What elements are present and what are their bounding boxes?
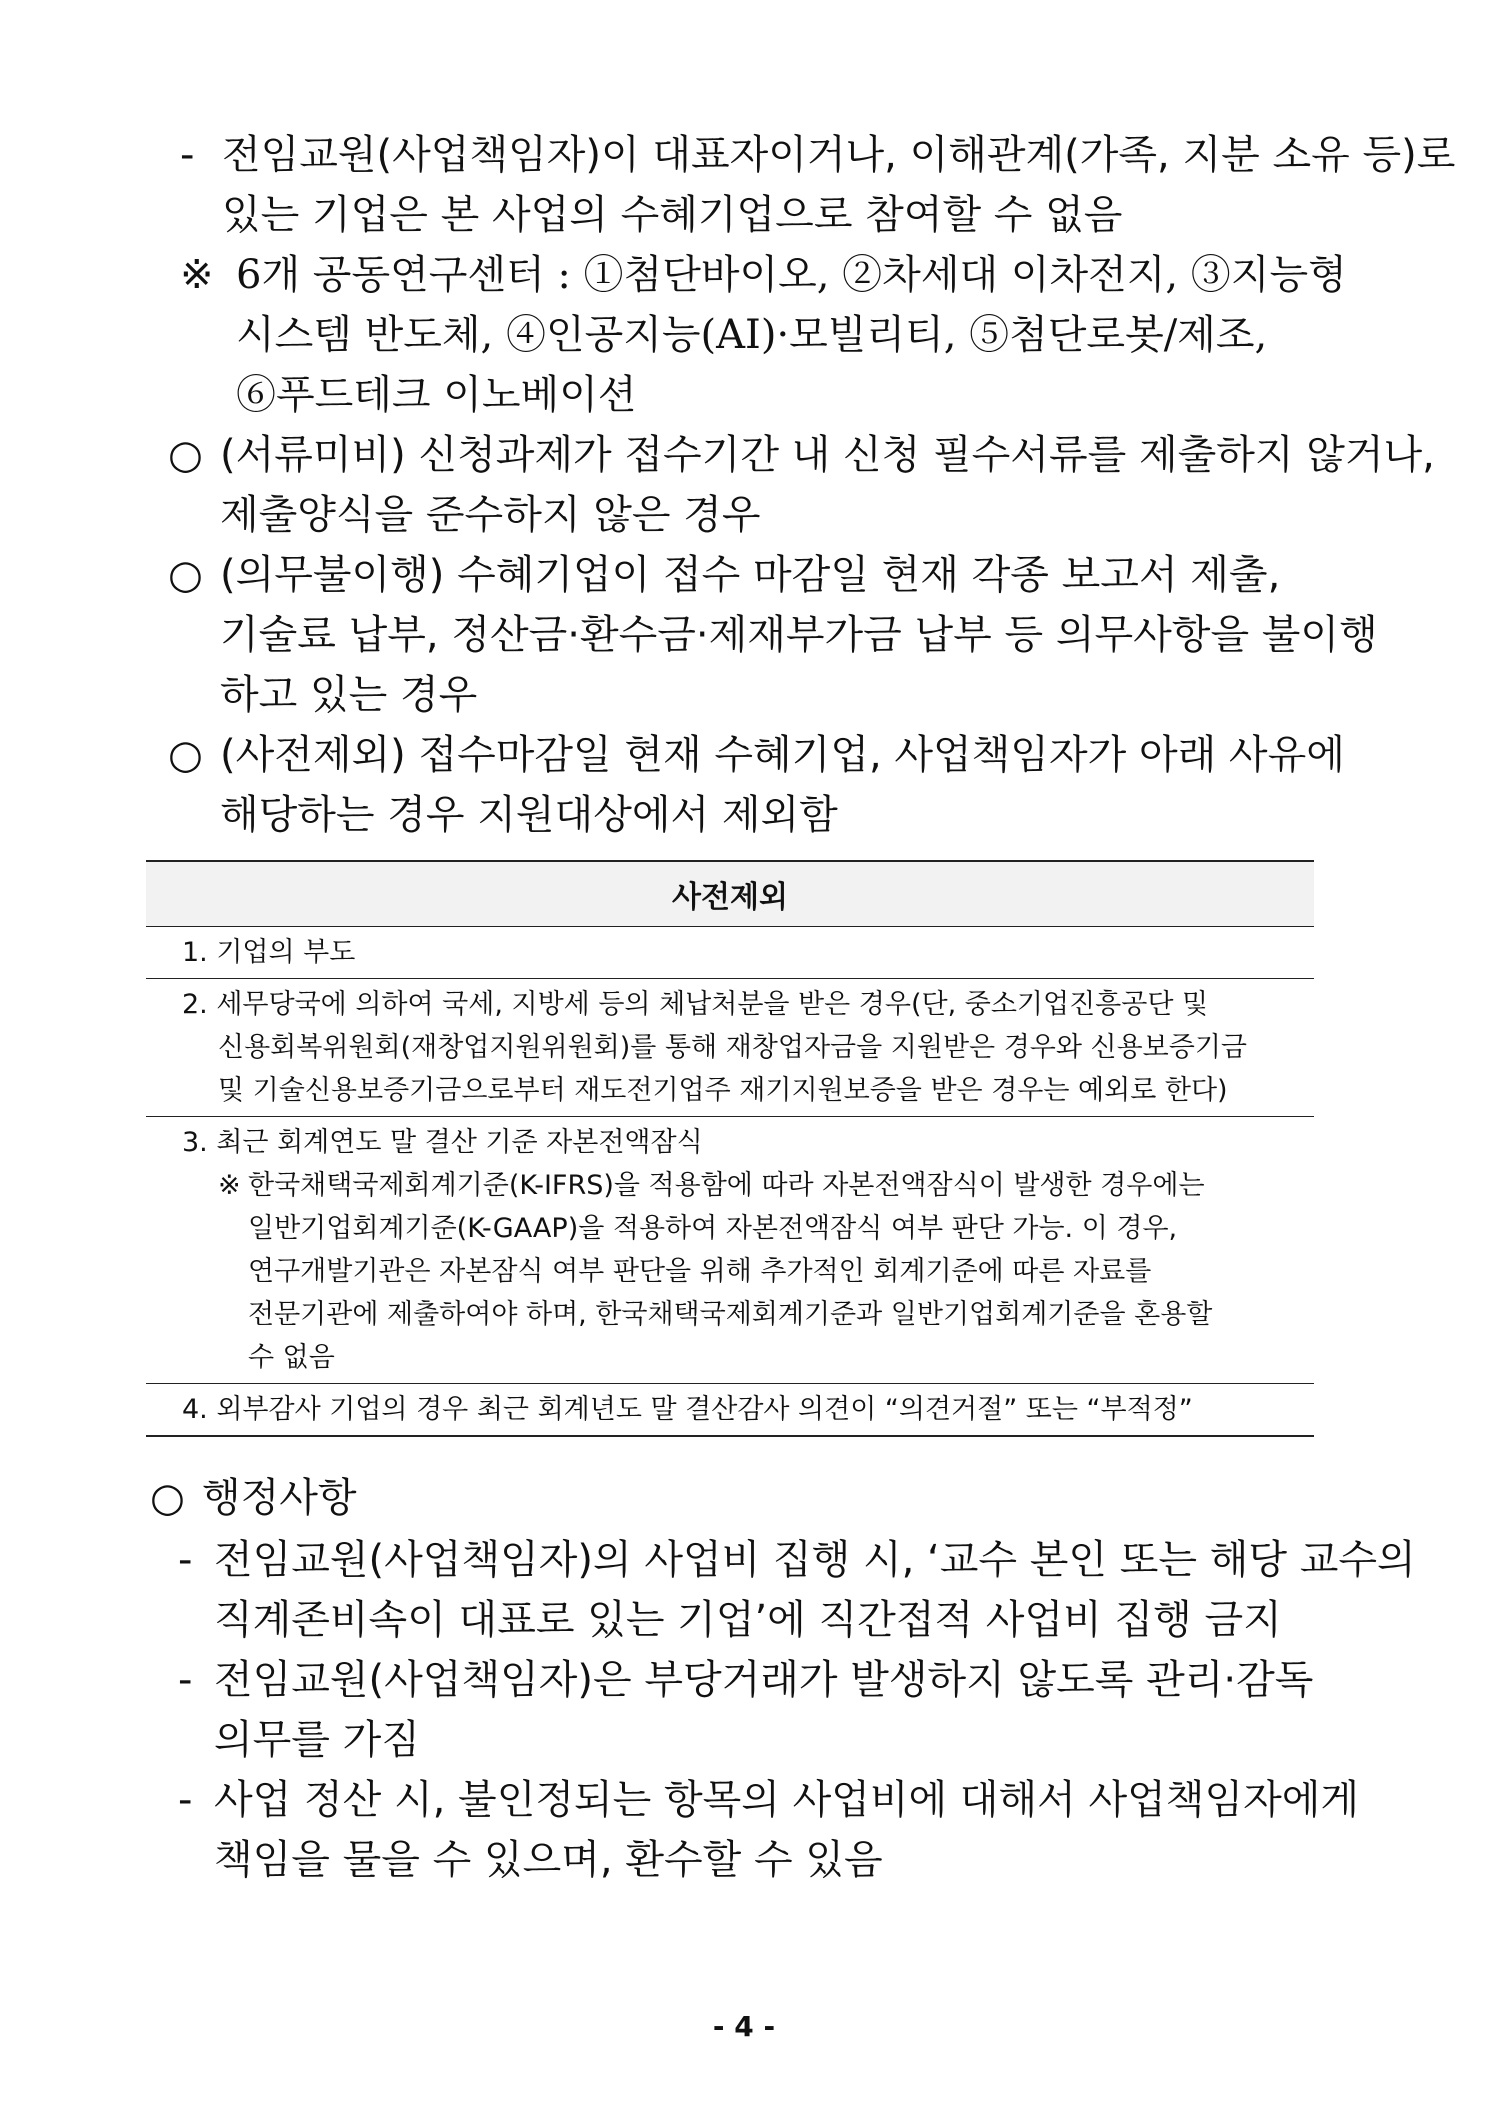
text-line: 6개 공동연구센터 : ①첨단바이오, ②차세대 이차전지, ③지능형: [236, 252, 1347, 298]
text-line: 해당하는 경우 지원대상에서 제외함: [220, 792, 838, 838]
admin-item: [178, 1770, 1363, 1890]
text-line: 전임교원(사업책임자)의 사업비 집행 시, ‘교수 본인 또는 해당 교수의: [214, 1537, 1416, 1583]
row-text: 3. 최근 회계연도 말 결산 기준 자본전액잠식: [182, 1127, 703, 1158]
circle-marker: ○: [168, 552, 203, 598]
dash-marker: -: [180, 132, 195, 178]
row-text: 및 기술신용보증기금으로부터 재도전기업주 재기지원보증을 받은 경우는 예외로 한다): [218, 1075, 1228, 1106]
note-line: 연구개발기관은 자본잠식 여부 판단을 위해 추가적인 회계기준에 따른 자료를: [248, 1256, 1152, 1287]
text-line: 기술료 납부, 정산금·환수금·제재부가금 납부 등 의무사항을 불이행: [220, 612, 1378, 658]
row-text: 신용회복위원회(재창업지원위원회)를 통해 재창업자금을 지원받은 경우와 신용보증기금: [218, 1032, 1248, 1063]
note-line: 일반기업회계기준(K-GAAP)을 적용하여 자본전액잠식 여부 판단 가능. 이 경우,: [248, 1213, 1178, 1244]
admin-section-heading: [150, 1468, 1350, 1528]
note-line: 전문기관에 제출하여야 하며, 한국채택국제회계기준과 일반기업회계기준을 혼용할: [248, 1299, 1213, 1330]
text-line: 시스템 반도체, ④인공지능(AI)·모빌리티, ⑤첨단로봇/제조,: [236, 312, 1268, 358]
note-line: 한국채택국제회계기준(K-IFRS)을 적용함에 따라 자본전액잠식이 발생한 경우에는: [248, 1170, 1205, 1201]
text-line: 제출양식을 준수하지 않은 경우: [220, 492, 761, 538]
dash-marker: -: [178, 1537, 193, 1583]
table-row: [146, 1384, 1314, 1437]
reference-mark: ※: [218, 1170, 241, 1201]
note-item: [180, 245, 1360, 425]
text-line: 의무를 가짐: [214, 1717, 420, 1763]
text-line: (서류미비) 신청과제가 접수기간 내 신청 필수서류를 제출하지 않거나,: [220, 432, 1435, 478]
circle-item: [168, 425, 1435, 545]
dash-marker: -: [178, 1657, 193, 1703]
text-line: 사업 정산 시, 불인정되는 항목의 사업비에 대해서 사업책임자에게: [214, 1777, 1359, 1823]
circle-marker: ○: [168, 432, 203, 478]
row-text: 4. 외부감사 기업의 경우 최근 회계년도 말 결산감사 의견이 “의견거절” 또는 “부적정”: [182, 1394, 1193, 1425]
note-line: 수 없음: [248, 1342, 335, 1373]
bullet-item: [180, 125, 1456, 245]
exclusion-table: [146, 860, 1314, 1437]
text-line: 있는 기업은 본 사업의 수혜기업으로 참여할 수 없음: [222, 192, 1123, 238]
table-header: 사전제외: [146, 861, 1314, 927]
text-line: 전임교원(사업책임자)은 부당거래가 발생하지 않도록 관리·감독: [214, 1657, 1314, 1703]
section-title: 행정사항: [202, 1475, 357, 1521]
page-number: - 4 -: [712, 2010, 776, 2043]
text-line: 전임교원(사업책임자)이 대표자이거나, 이해관계(가족, 지분 소유 등)로: [222, 132, 1456, 178]
circle-item: [168, 725, 1358, 845]
admin-item: [178, 1650, 1363, 1770]
table-header-row: [146, 861, 1314, 927]
table-cell: [146, 1384, 1314, 1437]
text-line: 직계존비속이 대표로 있는 기업’에 직간접적 사업비 집행 금지: [214, 1597, 1282, 1643]
table-cell: [146, 1117, 1314, 1384]
table-row: [146, 927, 1314, 979]
admin-item: [178, 1530, 1416, 1650]
reference-mark: ※: [180, 252, 214, 298]
table-row: [146, 1117, 1314, 1384]
table-cell: [146, 979, 1314, 1117]
row-text: 2. 세무당국에 의하여 국세, 지방세 등의 체납처분을 받은 경우(단, 중소기업진흥공단 및: [182, 989, 1209, 1020]
circle-marker: ○: [168, 732, 203, 778]
circle-item: [168, 545, 1378, 725]
table-note: [182, 1164, 1306, 1379]
table-row: [146, 979, 1314, 1117]
table-cell: [146, 927, 1314, 979]
circle-marker: ○: [150, 1475, 185, 1521]
text-line: (의무불이행) 수혜기업이 접수 마감일 현재 각종 보고서 제출,: [220, 552, 1281, 598]
text-line: ⑥푸드테크 이노베이션: [236, 372, 637, 418]
text-line: 하고 있는 경우: [220, 672, 478, 718]
text-line: (사전제외) 접수마감일 현재 수혜기업, 사업책임자가 아래 사유에: [220, 732, 1345, 778]
text-line: 책임을 물을 수 있으며, 환수할 수 있음: [214, 1837, 883, 1883]
row-text: 1. 기업의 부도: [182, 937, 356, 968]
dash-marker: -: [178, 1777, 193, 1823]
